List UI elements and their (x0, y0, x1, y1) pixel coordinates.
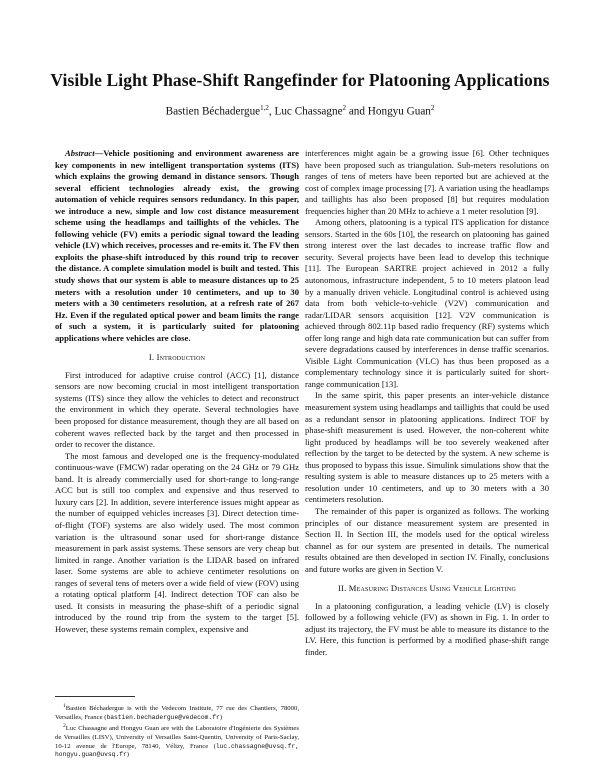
paragraph: Among others, platooning is a typical ITS application for distance sensors. Started in the 60s [10], the research on platooning has gained strong interest over the last decades to increase traffic flow and security. Several projects have been lead to develop this technique [11]. The European SARTRE project achieved in 2012 a fully autonomous, infrastructure independent, 5 to 10 meters platoon lead by a manually driven vehicle. Longitudinal control is achieved using data from both vehicle-to-vehicle (V2V) communication and radar/LIDAR sensors acquisition [12]. V2V communication is achieved through 802.11p based radio frequency (RF) systems which offer long range and high data rate communication but can suffer from severe degradations caused by interferences in dense traffic scenarios. Visible Light Communication (VLC) has thus been proposed as a complementary technology since it is particularly suited for short-range communication [13]. (305, 217, 549, 389)
author-list (0, 104, 600, 118)
author-separator: and (346, 105, 368, 118)
footnote-text: Luc Chassagne and Hongyu Guan are with the Laboratoire d'Ingénierie des Systèmes de Versailles (LISV), University of Versailles Saint-Quentin, University of Paris-Saclay, 10-12 avenue de l'Europe, 78140, Vélizy, France ( (55, 725, 299, 750)
affiliation-mark: 1,2 (260, 104, 269, 112)
abstract-text: —Vehicle positioning and environment awareness are key components in new intelligent transportation systems (ITS) which explains the growing demand in distance sensors. Though several efficient technologies already exist, the growing automation of vehicle requires sensors redundancy. In this paper, we introduce a new, simple and low cost distance measurement scheme using the headlamps and taillights of the vehicles. The following vehicle (FV) emits a periodic signal toward the leading vehicle (LV) which receives, processes and re-emits it. The FV then exploits the phase-shift introduced by this round trip to recover the distance. A complete simulation model is built and tested. This study shows that our system is able to measure distances up to 25 meters with a resolution under 10 centimeters, and up to 30 meters with a 30 centimeters resolution, at a refresh rate of 267 Hz. Even if the regulated optical power and beam limits the range of such a system, it is particularly suited for platooning applications where vehicles are close. (55, 148, 299, 343)
right-column (305, 148, 549, 738)
footnote-close: ) (219, 713, 223, 721)
section-heading-measuring-distances: II. Measuring Distances Using Vehicle Lighting (337, 583, 516, 594)
author-name: Bastien Béchadergue (165, 105, 261, 118)
footnote-2 (55, 722, 299, 760)
footnote-text: Bastien Béchadergue is with the Vedecom Institute, 77 rue des Chantiers, 78000, Versailles, France ( (55, 705, 299, 721)
footnote-email: bastien.bechadergue@vedecom.fr (106, 713, 220, 721)
paragraph: In a platooning configuration, a leading vehicle (LV) is closely followed by a following vehicle (FV) as shown in Fig. 1. In order to adjust its trajectory, the FV must be able to measure its distance to the LV. Here, this function is performed by a modified phase-shift range finder. (305, 600, 549, 657)
footnote-1 (55, 702, 299, 722)
footnote-mark: 1 (63, 703, 66, 709)
abstract-label: Abstract (65, 148, 95, 158)
paragraph: The remainder of this paper is organized as follows. The working principles of our distance measurement system are presented in Section II. In Section III, the models used for the optical wireless channel as for our system are presented in details. The numerical results obtained are then developed in section IV. Finally, conclusions and future works are given in Section V. (305, 505, 549, 574)
author-separator: , (268, 105, 275, 118)
footnote-email: luc.chassagne@uvsq.fr, hongyu.guan@uvsq.fr (55, 742, 299, 759)
paragraph: The most famous and developed one is the frequency-modulated continuous-wave (FMCW) radar operating on the 24 GHz or 79 GHz band. It is already commercially used for short-range to long-range ACC but is still too complex and expensive and thus reserved to luxury cars [2]. In addition, severe interference issues might appear as the number of equipped vehicles increases [3]. Direct detection time-of-flight (TOF) systems are also widely used. The most common variation is the ultrasound sonar used for short-range distance measurement in park assist systems. These sensors are very cheap but limited in range. Another variation is the LIDAR based on infrared laser. Some systems are able to achieve centimeter resolutions on ranges of several tens of meters over a wide field of view (FOV) using a rotating optical platform [4]. Indirect detection TOF can also be used. It consists in measuring the phase-shift of a periodic signal introduced by the round trip from the system to the target [5]. However, these systems remain complex, expensive and (55, 450, 299, 634)
left-column (55, 148, 299, 762)
footnote-rule (55, 696, 135, 697)
paragraph: interferences might again be a growing issue [6]. Other techniques have been proposed such as triangulation. Sub-meters resolutions on ranges of tens of meters have been reported but are achieved at the cost of complex image processing [7]. A variation using the headlamps and taillights has also been proposed [8] but requires modulation frequencies higher than 20 MHz to achieve a 1 meter resolution [9]. (305, 148, 549, 216)
paper-title: Visible Light Phase-Shift Rangefinder for Platooning Applications (50, 70, 550, 90)
paragraph: First introduced for adaptive cruise control (ACC) [1], distance sensors are now becoming crucial in most intelligent transportation systems (ITS) since they allow the vehicles to detect and reconstruct the environment in which they operate. Several technologies have been proposed for distance measurement, though they are all based on coherent waves reflected back by the target and then processed in order to recover the distance. (55, 369, 299, 450)
author-name: Hongyu Guan (367, 105, 431, 118)
affiliation-mark: 2 (430, 104, 435, 112)
affiliation-mark: 2 (342, 104, 347, 112)
paragraph: In the same spirit, this paper presents an inter-vehicle distance measurement system using headlamps and taillights that could be used as a redundant sensor in platooning applications. Indirect TOF by phase-shift measurement is used. However, the non-coherent white light produced by headlamps will be too severely weakened after reflection by the target to be detected by the system. A new scheme is thus proposed to bypass this issue. Simulink simulations show that the resulting system is able to measure distances up to 25 meters with a resolution under 10 centimeters, and up to 30 meters with a 30 centimeters resolution. (305, 390, 549, 505)
author-name: Luc Chassagne (274, 105, 343, 118)
abstract (55, 148, 299, 344)
footnote-close: ) (126, 751, 130, 759)
section-heading-introduction: I. Introduction (148, 352, 206, 363)
footnote-mark: 2 (63, 723, 66, 730)
footnotes (55, 702, 299, 760)
